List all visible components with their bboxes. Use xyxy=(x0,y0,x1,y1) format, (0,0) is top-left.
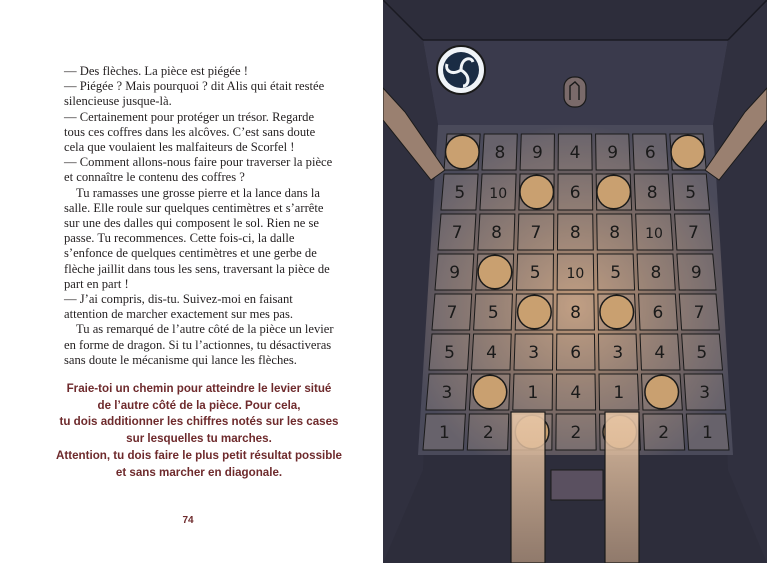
story-paragraph: — Des flèches. La pièce est piégée ! xyxy=(64,64,248,78)
text-page xyxy=(0,0,383,563)
tile-number: 3 xyxy=(441,383,453,403)
instruction-line: tu dois additionner les chiffres notés sur les cases xyxy=(59,415,339,429)
trap-disc xyxy=(645,375,679,409)
tile-number: 1 xyxy=(527,383,539,403)
tile-number: 5 xyxy=(610,263,622,283)
tile-number: 10 xyxy=(489,186,508,202)
tile-number: 3 xyxy=(612,343,624,363)
tile-number: 2 xyxy=(482,423,494,443)
light-beam xyxy=(605,412,639,563)
tile-number: 6 xyxy=(644,143,656,163)
tile-number: 2 xyxy=(658,423,670,443)
dragon-lever-icon xyxy=(564,77,586,107)
tile-number: 9 xyxy=(607,143,619,163)
tile-number: 6 xyxy=(570,343,582,363)
doorway xyxy=(551,470,603,500)
tile-number: 4 xyxy=(570,383,582,403)
trap-disc xyxy=(520,175,554,209)
tile-number: 1 xyxy=(439,423,450,443)
tile-number: 5 xyxy=(454,183,466,203)
tile-number: 3 xyxy=(699,383,711,403)
instruction-line: sur lesquelles tu marches. xyxy=(126,432,272,446)
tile-number: 8 xyxy=(570,303,581,323)
tile-number: 7 xyxy=(693,303,705,323)
story-text xyxy=(64,64,334,368)
tile-number: 10 xyxy=(645,226,663,242)
trap-disc xyxy=(600,295,634,329)
story-paragraph: Tu ramasses une grosse pierre et la lance dans la salle. Elle roule sur quelques centimètres et s’arrête sur une des dalles qui composent le sol. Rien ne se passe. Tu recommences. Cette fois-ci, la dalle s’enfonce de quelques centimètres et une gerbe de flèche jaillit dans tous les sens, traversant la pièce de part en part ! xyxy=(64,185,330,291)
tile-number: 4 xyxy=(654,343,666,363)
tile-number: 9 xyxy=(532,143,543,163)
trap-disc xyxy=(518,295,552,329)
trap-disc xyxy=(473,375,507,409)
story-paragraph: — Certainement pour protéger un trésor. Regarde tous ces coffres dans les alcôves. C’est sans doute cela que voulaient les malfaiteurs de Scorfel ! xyxy=(64,109,316,155)
instruction-line: Fraie-toi un chemin pour atteindre le levier situé xyxy=(66,382,332,395)
trap-disc xyxy=(478,255,512,289)
tile-number: 9 xyxy=(690,263,702,283)
page-number: 74 xyxy=(182,515,194,526)
instruction-line: Attention, tu dois faire le plus petit résultat possible xyxy=(55,448,342,462)
room-illustration xyxy=(383,0,767,563)
tile-number: 8 xyxy=(569,223,581,243)
instruction-line: de l’autre côté de la pièce. Pour cela, xyxy=(97,398,301,412)
tile-number: 7 xyxy=(688,223,699,243)
light-beam xyxy=(511,412,545,563)
trap-disc xyxy=(445,135,479,169)
tile-number: 10 xyxy=(566,266,585,282)
tile-number: 5 xyxy=(685,183,697,203)
tile-number: 8 xyxy=(650,263,662,283)
tile-number: 4 xyxy=(486,343,497,363)
tile-number: 5 xyxy=(529,263,541,283)
story-paragraph: Tu as remarqué de l’autre côté de la pièce un levier en forme de dragon. Si tu l’actionnes, tu désactiveras sans doute le mécanisme qui lance les flèches. xyxy=(64,322,334,367)
tile-number: 7 xyxy=(451,223,463,243)
tile-number: 5 xyxy=(487,303,499,323)
tile-number: 1 xyxy=(613,383,625,403)
tile-number: 7 xyxy=(446,303,458,323)
trap-disc xyxy=(597,175,631,209)
trap-disc xyxy=(671,135,705,169)
tile-number: 7 xyxy=(530,223,542,243)
tile-number: 5 xyxy=(696,343,708,363)
story-paragraph: — Comment allons-nous faire pour traverser la pièce et connaître le contenu des coffres ? xyxy=(64,155,333,185)
illustration-panel xyxy=(383,0,767,563)
tile-number: 8 xyxy=(494,143,506,163)
story-paragraph: — Piégée ? Mais pourquoi ? dit Alis qui était restée silencieuse jusque-là. xyxy=(64,79,325,109)
tile-number: 8 xyxy=(646,183,658,203)
story-paragraph: — J’ai compris, dis-tu. Suivez-moi en faisant attention de marcher exactement sur mes pas. xyxy=(64,292,294,322)
tile-number: 2 xyxy=(570,423,582,443)
tile-number: 6 xyxy=(569,183,581,203)
tile-number: 1 xyxy=(702,423,713,443)
tile-number: 4 xyxy=(569,143,581,163)
tile-number: 5 xyxy=(444,343,455,363)
instruction-line: et sans marcher en diagonale. xyxy=(115,465,283,479)
tile-number: 9 xyxy=(449,263,461,283)
tile-number: 8 xyxy=(609,223,621,243)
tile-number: 8 xyxy=(491,223,502,243)
triskelion-shield-icon xyxy=(437,46,485,94)
tile-number: 6 xyxy=(652,303,664,323)
instruction-block xyxy=(54,381,344,481)
tile-number: 3 xyxy=(528,343,540,363)
